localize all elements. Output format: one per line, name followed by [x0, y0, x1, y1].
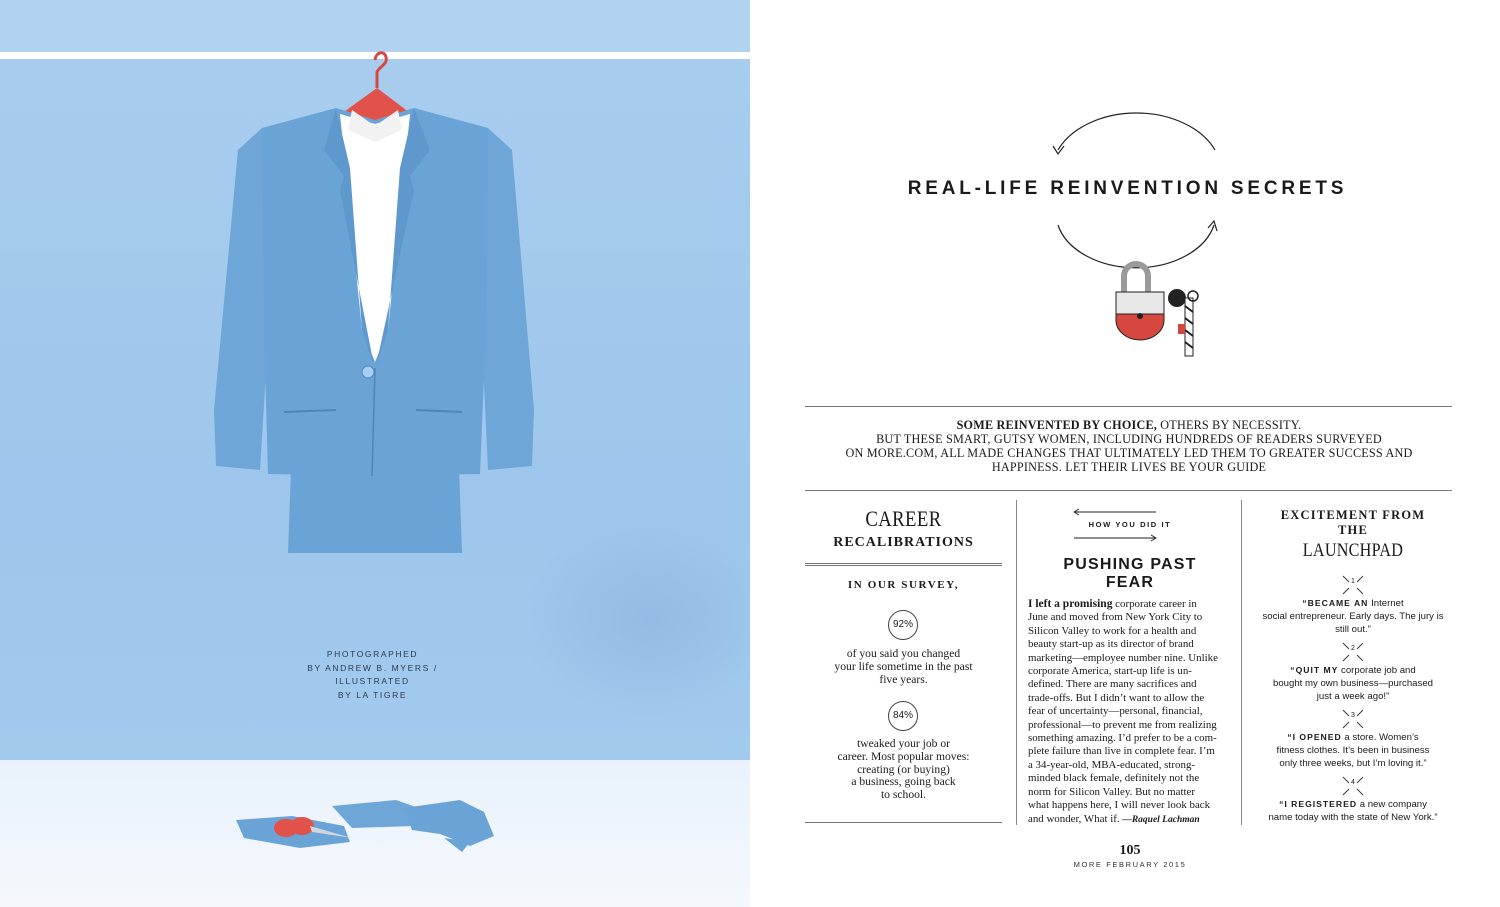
- deck-intro: SOME REINVENTED BY CHOICE, OTHERS BY NECESSITY. BUT THESE SMART, GUTSY WOMEN, INCLUDING HUNDREDS OF READERS SURVEYED ON MORE.COM, ALL MADE CHANGES THAT ULTIMATELY LED THEM TO GREATER SUCCESS AND HAPPINESS. LET THEIR LIVES BE YOUR GUIDE: [845, 418, 1413, 474]
- quote: “BECAME AN Internet social entrepreneur. Early days. The jury is still out.”: [1262, 598, 1444, 636]
- number-marker-icon: 2: [1340, 640, 1366, 664]
- stat-description: tweaked your job or career. Most popular moves: creating (or buying) a business, going back to school.: [837, 737, 970, 802]
- column-divider: [1241, 500, 1242, 825]
- stat-description: of you said you changed your life sometime in the past five years.: [834, 647, 973, 686]
- quote: “I OPENED a store. Women’s fitness clothes. It’s been in business only three weeks, but I’m loving it.”: [1276, 732, 1430, 770]
- career-title-bottom: RECALIBRATIONS: [833, 535, 974, 550]
- divider: [805, 406, 1452, 407]
- page-title: REAL-LIFE REINVENTION SECRETS: [907, 178, 1348, 199]
- section-title: PUSHING PAST FEAR: [1063, 556, 1197, 591]
- stat-badge: 92%: [888, 610, 918, 640]
- number-marker-icon: 4: [1340, 774, 1366, 798]
- section-kicker: HOW YOU DID IT: [1088, 520, 1172, 529]
- folio: MORE FEBRUARY 2015: [1073, 860, 1187, 869]
- divider: [805, 822, 1002, 823]
- quote: “QUIT MY corporate job and bought my own business—purchased just a week ago!”: [1273, 665, 1433, 703]
- divider: [805, 490, 1452, 491]
- cycle-arrow-icon: [1058, 113, 1215, 150]
- launchpad-title-script: LAUNCHPAD: [1302, 540, 1404, 561]
- stat-badge: 84%: [888, 701, 918, 731]
- double-rule: [805, 563, 1002, 566]
- number-marker-icon: 3: [1340, 707, 1366, 731]
- quote: “I REGISTERED a new company name today with the state of New York.”: [1268, 799, 1438, 824]
- survey-label: IN OUR SURVEY,: [847, 579, 960, 591]
- column-divider: [1016, 500, 1017, 825]
- byline: —Raquel Lachman: [1122, 814, 1200, 825]
- launchpad-title: EXCITEMENT FROM THE: [1280, 508, 1426, 537]
- page-number: 105: [1119, 843, 1141, 858]
- story-body: I left a promising corporate career in June and moved from New York City to Silicon Valley to work for a health and beauty start-up as its director of brand marketing—employee number nine. Unlike corporate America, start-up life is un- defined. There are many sacrifices and trade-offs. But I didn’t want to allow the fear of uncertainty—personal, financial, professional—to prevent me from realizing something amazing. I’d prefer to be a com- plete failure than live in complete fear. I’m a 34-year-old, MBA-educated, strong- minded black female, definitely not the norm for Silicon Valley. But no matter what happens here, I will never look back and wonder, What if. —Raquel Lachman: [1028, 598, 1218, 825]
- key-icon: [1168, 289, 1186, 307]
- padlock-icon: [1124, 264, 1148, 296]
- number-marker-icon: 1: [1340, 573, 1366, 597]
- career-title-top: CAREER: [865, 506, 942, 531]
- photo-credit: PHOTOGRAPHED BY ANDREW B. MYERS / ILLUSTRATED BY LA TIGRE: [307, 649, 438, 700]
